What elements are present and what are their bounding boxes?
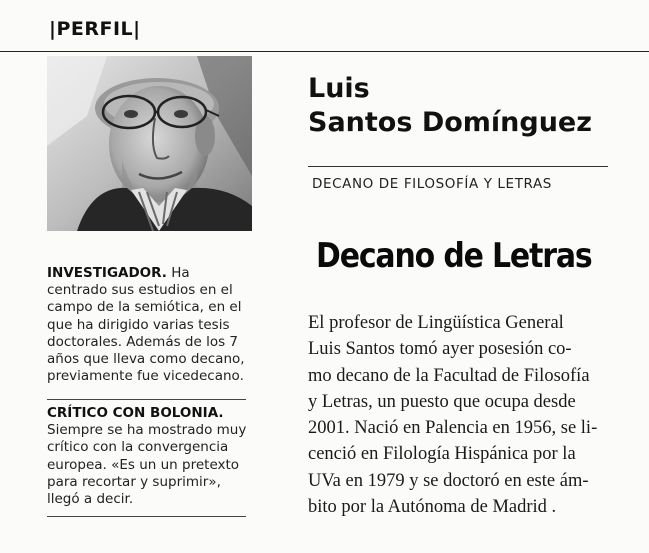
sidebar-line: centrado sus estudios en el — [47, 282, 233, 299]
sidebar-line: campo de la semiótica, en el — [47, 299, 242, 316]
sidebar-text: Ha — [166, 265, 190, 281]
body-line: El profesor de Lingüística General — [308, 313, 564, 333]
body-line: cenció en Filología Hispánica por la — [308, 444, 576, 465]
body-line: mo decano de la Facultad de Filosofía — [308, 365, 590, 386]
sidebar-bolonia — [47, 405, 246, 508]
portrait-image — [47, 56, 252, 231]
sidebar-line: previamente fue vicedecano. — [47, 368, 244, 385]
person-name-line1: Luis — [308, 73, 370, 104]
header-divider — [0, 51, 649, 52]
body-line: bito por la Autónoma de Madrid . — [308, 497, 557, 518]
sidebar-line — [47, 405, 246, 422]
article-body — [308, 310, 608, 520]
body-line: Luis Santos tomó ayer posesión co- — [308, 339, 572, 360]
sidebar-line: que ha dirigido varias tesis — [47, 316, 230, 333]
body-line: y Letras, un puesto que ocupa desde — [308, 391, 576, 412]
person-role: DECANO DE FILOSOFÍA Y LETRAS — [312, 176, 552, 192]
sidebar-line: para recortar y suprimir», — [47, 473, 221, 490]
sidebar-line: europea. «Es un un pretexto — [47, 456, 240, 473]
sidebar-bottom-divider — [47, 516, 246, 517]
sidebar-line: llegó a decir. — [47, 491, 134, 508]
sidebar-line: Siempre se ha mostrado muy — [47, 422, 247, 439]
sidebar-line: años que lleva como decano, — [47, 351, 245, 368]
person-name-line2: Santos Domínguez — [308, 107, 592, 138]
section-label: |PERFIL| — [49, 18, 141, 40]
name-divider — [308, 166, 608, 167]
article-headline: Decano de Letras — [316, 236, 592, 276]
body-line: 2001. Nació en Palencia en 1956, se li- — [308, 418, 598, 439]
portrait-photo — [47, 56, 252, 231]
sidebar-line: crítico con la convergencia — [47, 439, 229, 456]
sidebar-heading: CRÍTICO CON BOLONIA. — [47, 405, 224, 421]
sidebar-heading: INVESTIGADOR. — [47, 265, 167, 281]
sidebar-investigador — [47, 265, 245, 385]
sidebar-divider — [47, 399, 246, 400]
sidebar-line — [47, 265, 245, 282]
sidebar-line: doctorales. Además de los 7 — [47, 333, 239, 350]
body-line: UVa en 1979 y se doctoró en este ám- — [308, 470, 589, 491]
person-name — [308, 72, 592, 140]
